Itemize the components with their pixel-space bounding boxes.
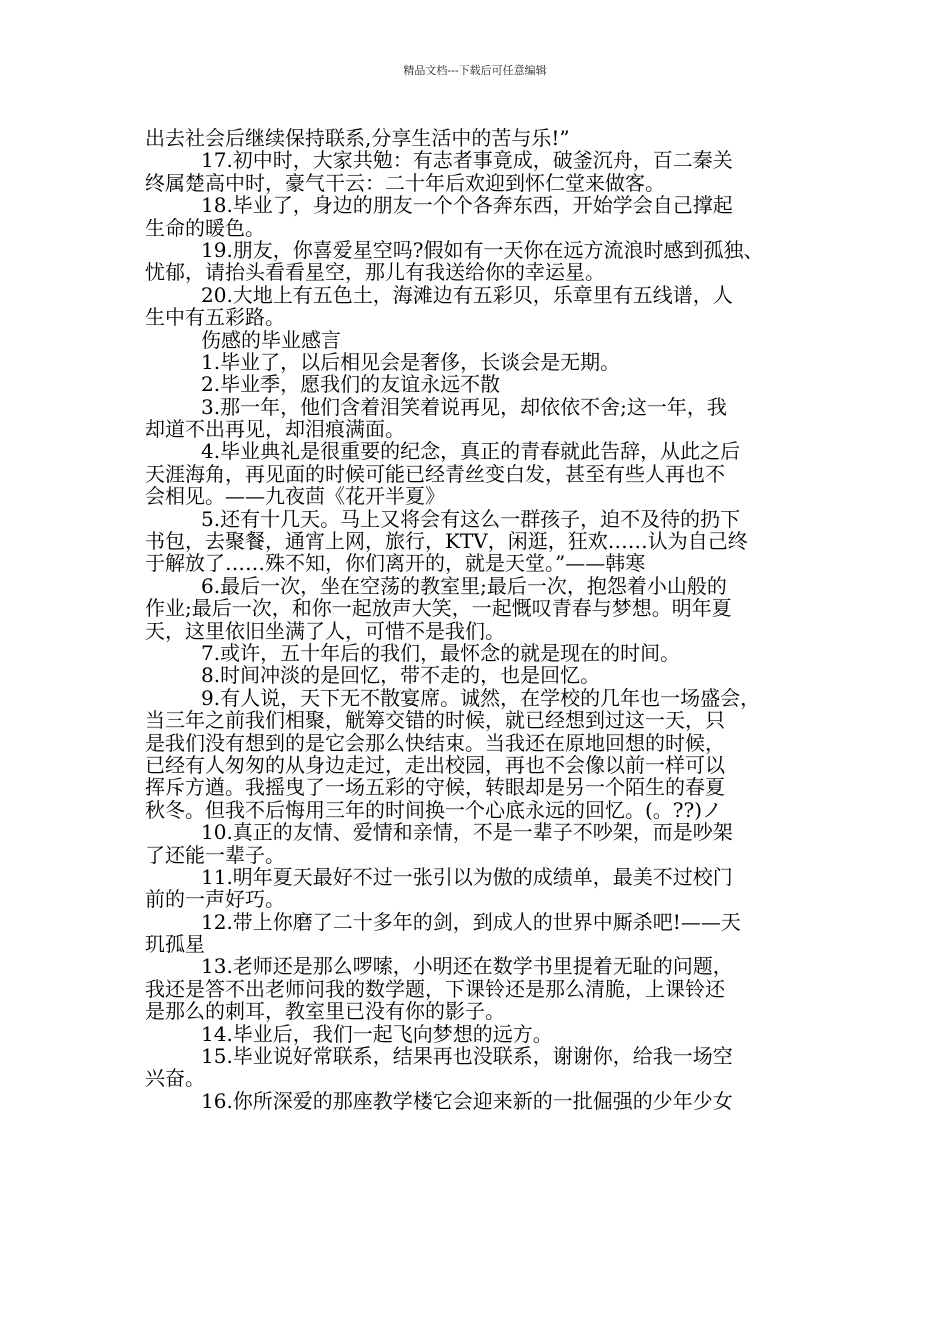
text-line: 6.最后一次，坐在空荡的教室里;最后一次，抱怨着小山般的 bbox=[201, 573, 727, 598]
text-line: 书包，去聚餐，通宵上网，旅行，KTV，闲逛，狂欢……认为自己终 bbox=[145, 529, 748, 554]
text-line: 11.明年夏天最好不过一张引以为傲的成绩单，最美不过校门 bbox=[201, 864, 733, 889]
text-line: 秋冬。但我不后悔用三年的时间换一个心底永远的回忆。(。??)ノ bbox=[145, 797, 723, 822]
page-header: 精品文档---下载后可任意编辑 bbox=[403, 64, 547, 77]
text-line: 玑孤星 bbox=[145, 932, 205, 957]
text-line: 3.那一年，他们含着泪笑着说再见，却依依不舍;这一年，我 bbox=[201, 394, 727, 419]
text-line: 出去社会后继续保持联系,分享生活中的苦与乐!” bbox=[145, 126, 570, 150]
text-line: 伤感的毕业感言 bbox=[201, 327, 341, 352]
text-line: 挥斥方遒。我摇曳了一场五彩的守候，转眼却是另一个陌生的春夏 bbox=[145, 775, 725, 800]
text-line: 于解放了……殊不知，你们离开的，就是天堂。”——韩寒 bbox=[145, 551, 646, 576]
text-line: 4.毕业典礼是很重要的纪念，真正的青春就此告辞，从此之后 bbox=[201, 439, 741, 464]
text-line: 20.大地上有五色土，海滩边有五彩贝，乐章里有五线谱，人 bbox=[201, 282, 733, 307]
text-line: 生中有五彩路。 bbox=[145, 305, 285, 330]
document-body bbox=[145, 127, 820, 1112]
text-line: 5.还有十几天。马上又将会有这么一群孩子，迫不及待的扔下 bbox=[201, 506, 741, 531]
text-line: 生命的暖色。 bbox=[145, 215, 265, 240]
text-line: 是那么的刺耳，教室里已没有你的影子。 bbox=[145, 999, 505, 1024]
text-line: 忧郁，请抬头看看星空，那儿有我送给你的幸运星。 bbox=[145, 260, 605, 285]
text-line: 14.毕业后，我们一起飞向梦想的远方。 bbox=[201, 1021, 553, 1046]
text-line: 了还能一辈子。 bbox=[145, 842, 285, 867]
text-line: 9.有人说，天下无不散宴席。诚然，在学校的几年也一场盛会， bbox=[201, 685, 761, 710]
text-line: 天涯海角，再见面的时候可能已经青丝变白发，甚至有些人再也不 bbox=[145, 461, 725, 486]
text-line: 当三年之前我们相聚，觥筹交错的时候，就已经想到过这一天，只 bbox=[145, 708, 725, 733]
text-line: 7.或许，五十年后的我们，最怀念的就是现在的时间。 bbox=[201, 640, 681, 665]
text-line: 终属楚高中时，豪气干云：二十年后欢迎到怀仁堂来做客。 bbox=[145, 170, 665, 195]
text-line: 我还是答不出老师问我的数学题，下课铃还是那么清脆，上课铃还 bbox=[145, 976, 725, 1001]
text-line: 前的一声好巧。 bbox=[145, 887, 285, 912]
text-line: 兴奋。 bbox=[145, 1066, 205, 1091]
text-line: 19.朋友，你喜爱星空吗?假如有一天你在远方流浪时感到孤独、 bbox=[201, 237, 764, 262]
text-line: 15.毕业说好常联系，结果再也没联系，谢谢你，给我一场空 bbox=[201, 1044, 733, 1069]
text-line: 17.初中时，大家共勉：有志者事竟成，破釜沉舟，百二秦关 bbox=[201, 148, 733, 173]
text-line: 10.真正的友情、爱情和亲情，不是一辈子不吵架，而是吵架 bbox=[201, 820, 733, 845]
text-line: 8.时间冲淡的是回忆，带不走的，也是回忆。 bbox=[201, 663, 601, 688]
text-line: 是我们没有想到的是它会那么快结束。当我还在原地回想的时候， bbox=[145, 730, 725, 755]
text-line: 天，这里依旧坐满了人，可惜不是我们。 bbox=[145, 618, 505, 643]
text-line: 12.带上你磨了二十多年的剑，到成人的世界中厮杀吧!——天 bbox=[201, 909, 741, 934]
text-line: 13.老师还是那么啰嗦，小明还在数学书里提着无耻的问题， bbox=[201, 954, 733, 979]
text-line: 作业;最后一次，和你一起放声大笑，一起慨叹青春与梦想。明年夏 bbox=[145, 596, 732, 621]
text-line: 1.毕业了，以后相见会是奢侈，长谈会是无期。 bbox=[201, 349, 621, 374]
text-line: 16.你所深爱的那座教学楼它会迎来新的一批倔强的少年少女 bbox=[201, 1088, 733, 1113]
text-line: 18.毕业了，身边的朋友一个个各奔东西，开始学会自己撑起 bbox=[201, 193, 733, 218]
text-line: 已经有人匆匆的从身边走过，走出校园，再也不会像以前一样可以 bbox=[145, 752, 725, 777]
text-line: 会相见。——九夜茴《花开半夏》 bbox=[145, 484, 445, 509]
text-line: 却道不出再见，却泪痕满面。 bbox=[145, 417, 405, 442]
text-line: 2.毕业季，愿我们的友谊永远不散 bbox=[201, 372, 501, 397]
